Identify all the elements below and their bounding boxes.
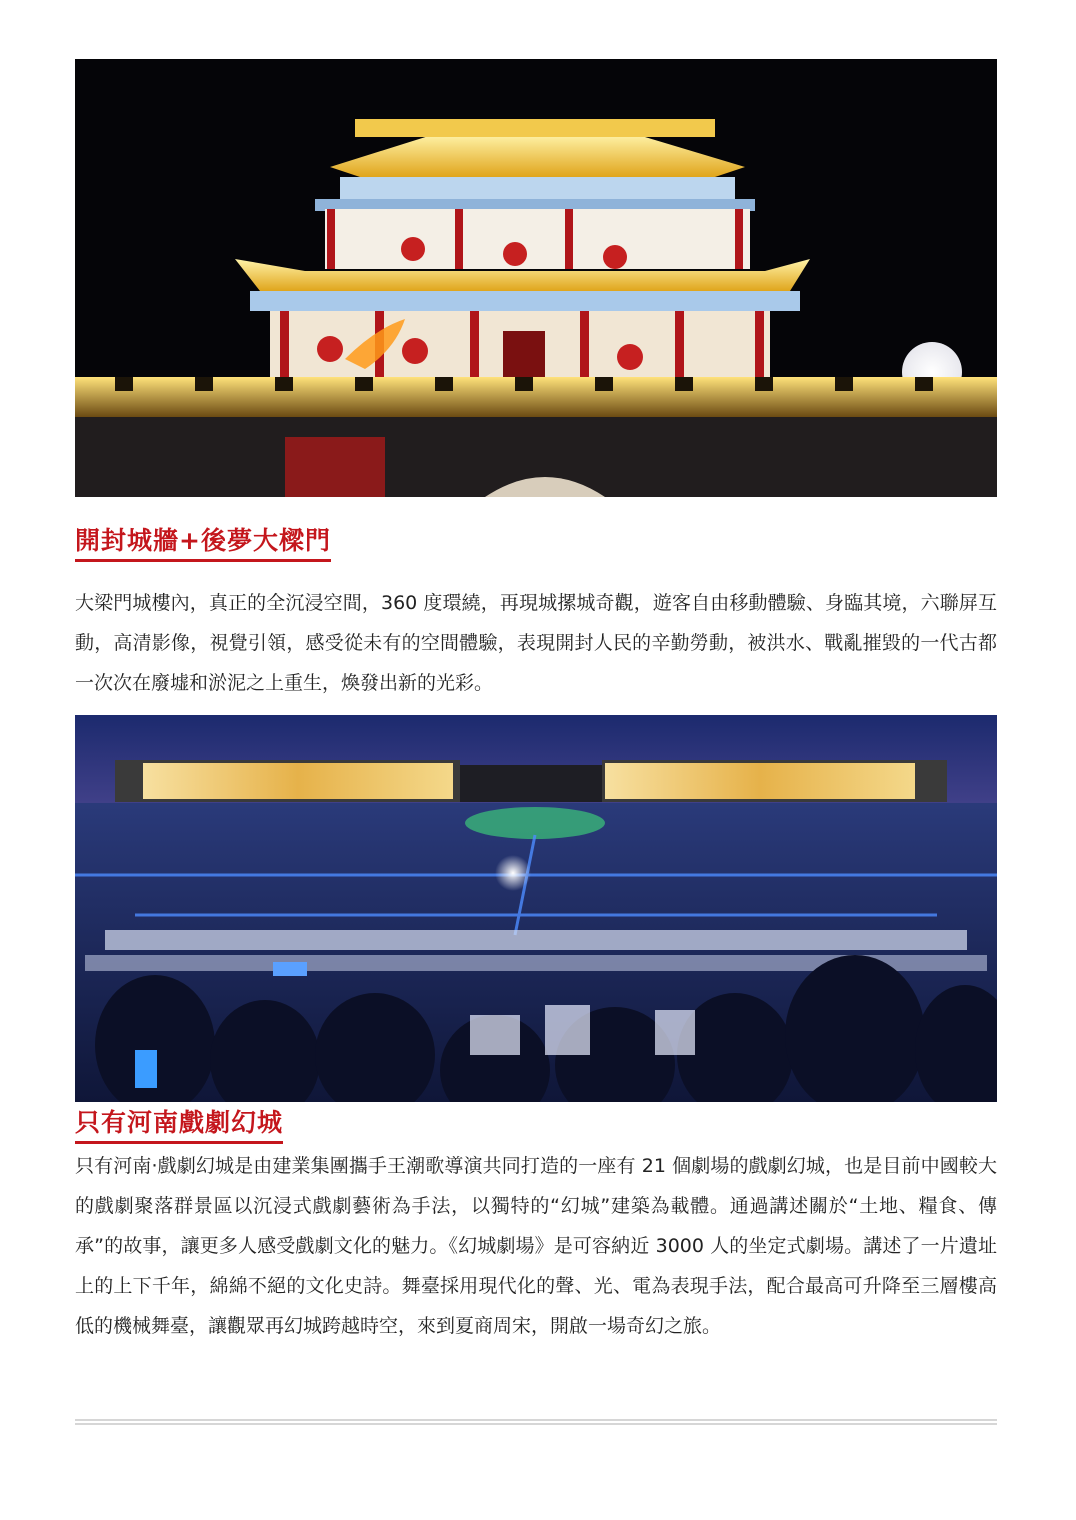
drama-city-event-photo <box>75 715 997 1102</box>
section-paragraph-kaifeng-wall: 大梁門城樓內，真正的全沉浸空間，360 度環繞，再現城摞城奇觀，遊客自由移動體驗、身臨其境，六聯屏互動，高清影像，視覺引領，感受從未有的空間體驗，表現開封人民的辛勤勞動，被洪水、戰亂摧毀的一代古都一次次在廢墟和淤泥之上重生，煥發出新的光彩。 <box>75 592 997 694</box>
footer-divider <box>75 1419 997 1425</box>
section-paragraph-drama-city: 只有河南·戲劇幻城是由建業集團攜手王潮歌導演共同打造的一座有 21 個劇場的戲劇幻城，也是目前中國較大的戲劇聚落群景區以沉浸式戲劇藝術為手法，以獨特的“幻城”建築為載體。通過講述關於“土地、糧食、傳承”的故事，讓更多人感受戲劇文化的魅力。《幻城劇場》是可容納近 3000 人的坐定式劇場。講述了一片遺址上的上下千年，綿綿不絕的文化史詩。舞臺採用現代化的聲、光、電為表現手法，配合最高可升降至三層樓高低的機械舞臺，讓觀眾再幻城跨越時空，來到夏商周宋，開啟一場奇幻之旅。 <box>75 1155 997 1337</box>
section-heading-drama-city: 只有河南戲劇幻城 <box>75 1109 283 1144</box>
city-gate-night-photo <box>75 59 997 497</box>
section-heading-kaifeng-wall: 開封城牆+後夢大樑門 <box>75 527 331 562</box>
